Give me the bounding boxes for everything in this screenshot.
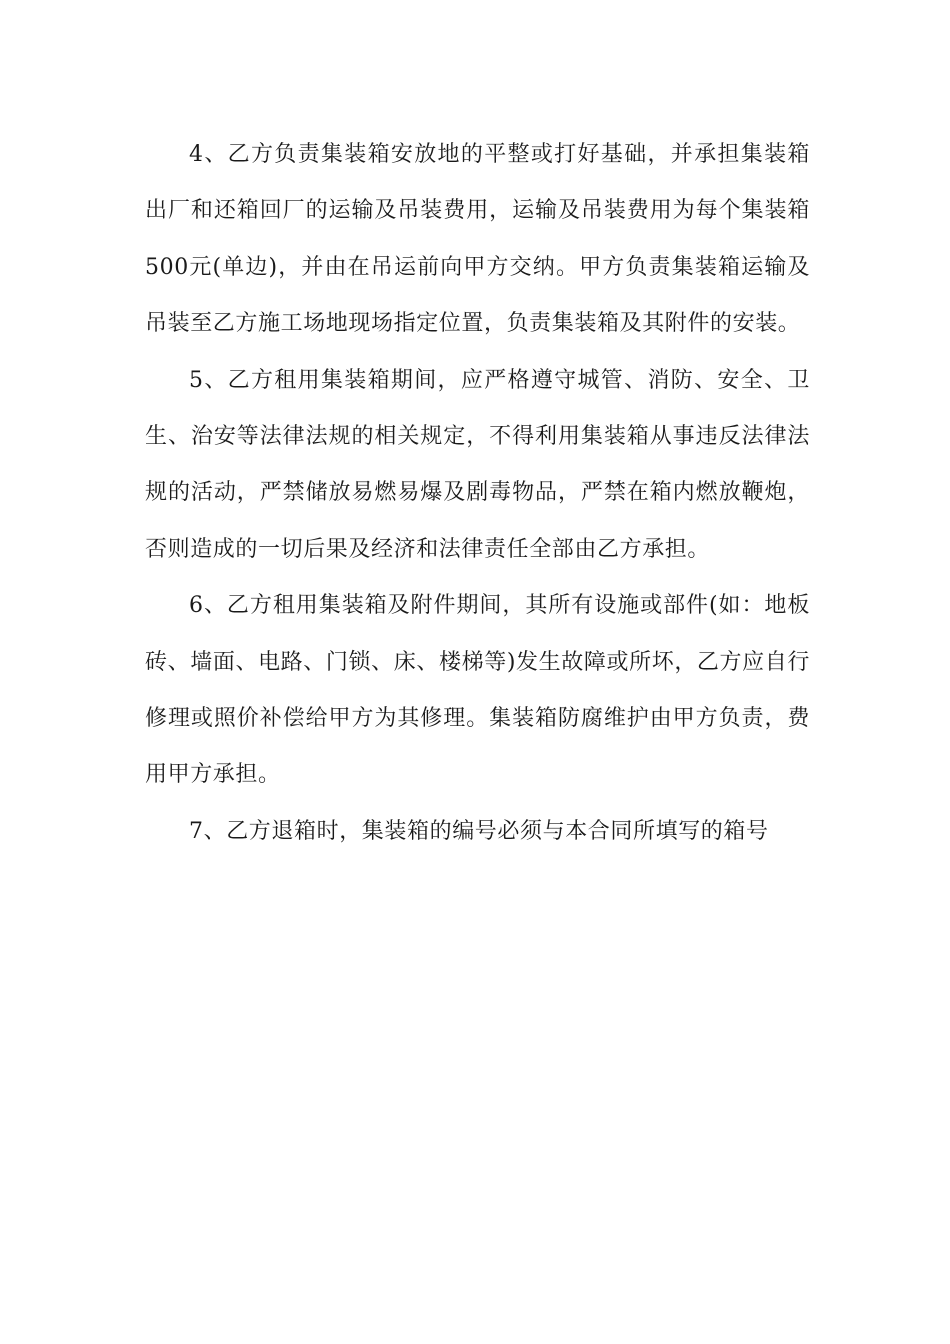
paragraph-clause-4: 4、乙方负责集装箱安放地的平整或打好基础，并承担集装箱出厂和还箱回厂的运输及吊装费用，运输及吊装费用为每个集装箱500元(单边)，并由在吊运前向甲方交纳。甲方负责集装箱运输及吊装至乙方施工场地现场指定位置，负责集装箱及其附件的安装。 — [145, 142, 810, 337]
paragraph-clause-5: 5、乙方租用集装箱期间，应严格遵守城管、消防、安全、卫生、治安等法律法规的相关规定，不得利用集装箱从事违反法律法规的活动，严禁储放易燃易爆及剧毒物品，严禁在箱内燃放鞭炮，否则造成的一切后果及经济和法律责任全部由乙方承担。 — [145, 367, 810, 562]
paragraph-clause-6: 6、乙方租用集装箱及附件期间，其所有设施或部件(如：地板砖、墙面、电路、门锁、床、楼梯等)发生故障或所坏，乙方应自行修理或照价补偿给甲方为其修理。集装箱防腐维护由甲方负责，费用甲方承担。 — [145, 593, 810, 788]
document-body — [145, 127, 810, 860]
paragraph-clause-7: 7、乙方退箱时，集装箱的编号必须与本合同所填写的箱号 — [189, 818, 769, 844]
